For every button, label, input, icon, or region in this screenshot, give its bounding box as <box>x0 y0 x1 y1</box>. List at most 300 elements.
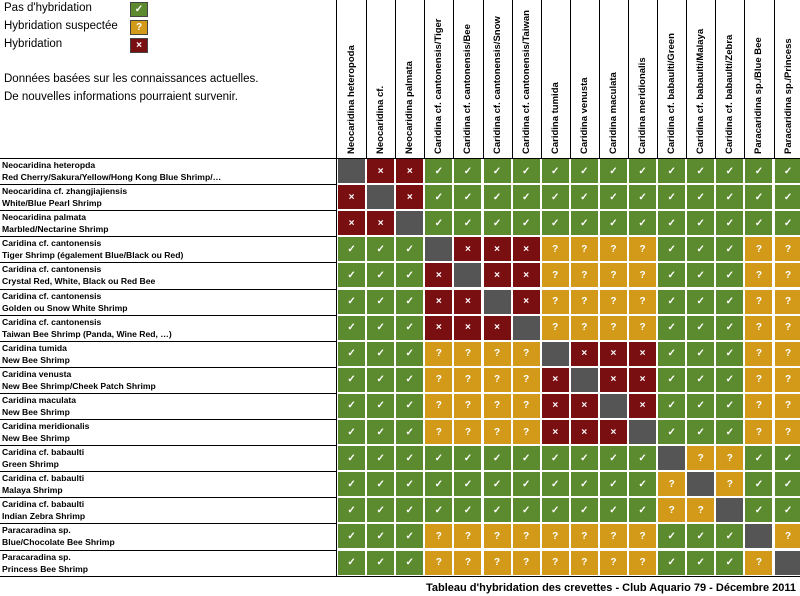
cell-no-hybridation: ✓ <box>366 393 395 419</box>
row-label <box>2 263 333 287</box>
cell-no-hybridation: ✓ <box>715 289 744 315</box>
row-label-common-name: Taiwan Bee Shrimp (Panda, Wine Red, …) <box>2 328 172 339</box>
row-label-common-name: New Bee Shrimp <box>2 433 70 443</box>
cell-no-hybridation: ✓ <box>512 497 541 523</box>
legend-suspected-label: Hybridation suspectée <box>4 20 118 32</box>
cell-no-hybridation: ✓ <box>657 158 686 184</box>
cell-no-hybridation: ✓ <box>366 341 395 367</box>
cell-no-hybridation: ✓ <box>541 210 570 236</box>
cell-no-hybridation: ✓ <box>715 158 744 184</box>
row-divider <box>0 550 337 551</box>
cell-no-hybridation: ✓ <box>774 210 800 236</box>
cell-no-hybridation: ✓ <box>395 497 424 523</box>
row-divider <box>0 262 337 263</box>
cell-no-hybridation: ✓ <box>686 550 715 576</box>
cell-self <box>424 236 453 262</box>
cell-no-hybridation: ✓ <box>657 184 686 210</box>
cell-suspected: ? <box>541 236 570 262</box>
legend-none-label: Pas d'hybridation <box>4 2 92 14</box>
cell-suspected: ? <box>774 523 800 549</box>
cell-no-hybridation: ✓ <box>715 367 744 393</box>
row-label <box>2 342 333 366</box>
cell-suspected: ? <box>453 523 482 549</box>
cell-suspected: ? <box>512 393 541 419</box>
cell-self <box>570 367 599 393</box>
cell-hybridation: × <box>628 367 657 393</box>
cell-no-hybridation: ✓ <box>453 158 482 184</box>
cell-suspected: ? <box>599 550 628 576</box>
row-label <box>2 524 333 548</box>
cell-no-hybridation: ✓ <box>483 184 512 210</box>
cell-suspected: ? <box>686 497 715 523</box>
cell-suspected: ? <box>715 445 744 471</box>
cell-no-hybridation: ✓ <box>774 445 800 471</box>
row-divider <box>0 419 337 420</box>
column-header: Caridina venusta <box>578 77 590 154</box>
cell-suspected: ? <box>424 523 453 549</box>
cell-self <box>512 315 541 341</box>
row-label <box>2 446 333 470</box>
cell-no-hybridation: ✓ <box>512 184 541 210</box>
row-label <box>2 185 333 209</box>
cell-no-hybridation: ✓ <box>366 419 395 445</box>
row-divider <box>0 367 337 368</box>
column-header: Paracaridina sp./Blue Bee <box>753 37 765 154</box>
row-label-name: Caridina meridionalis <box>2 421 90 431</box>
cell-suspected: ? <box>541 262 570 288</box>
cell-no-hybridation: ✓ <box>657 236 686 262</box>
column-header: Caridina cf. cantonensis/Snow <box>491 16 503 154</box>
cell-no-hybridation: ✓ <box>424 158 453 184</box>
column-divider <box>686 0 687 158</box>
cell-no-hybridation: ✓ <box>366 497 395 523</box>
cell-suspected: ? <box>744 367 773 393</box>
cell-hybridation: × <box>628 393 657 419</box>
cell-no-hybridation: ✓ <box>453 445 482 471</box>
column-header: Neocaridina heteropoda <box>346 45 357 154</box>
column-header: Caridina cf. babaulti/Green <box>666 33 678 154</box>
cell-suspected: ? <box>657 471 686 497</box>
cell-suspected: ? <box>570 550 599 576</box>
cell-no-hybridation: ✓ <box>715 315 744 341</box>
cell-suspected: ? <box>483 523 512 549</box>
cell-no-hybridation: ✓ <box>395 341 424 367</box>
column-divider <box>657 0 658 158</box>
cell-no-hybridation: ✓ <box>599 210 628 236</box>
cell-no-hybridation: ✓ <box>715 210 744 236</box>
cell-self <box>541 341 570 367</box>
row-label-name: Neocaridina cf. zhangjiajiensis <box>2 186 128 197</box>
cell-hybridation: × <box>512 262 541 288</box>
cell-suspected: ? <box>541 315 570 341</box>
cell-no-hybridation: ✓ <box>715 523 744 549</box>
cell-suspected: ? <box>570 262 599 288</box>
cell-no-hybridation: ✓ <box>337 236 366 262</box>
column-header: Caridina cf. babaulti/Malaya <box>695 28 707 154</box>
row-label <box>2 290 333 314</box>
cell-no-hybridation: ✓ <box>366 523 395 549</box>
cell-no-hybridation: ✓ <box>424 497 453 523</box>
row-label <box>2 498 333 522</box>
cell-hybridation: × <box>599 419 628 445</box>
cell-hybridation: × <box>512 289 541 315</box>
cell-suspected: ? <box>424 367 453 393</box>
cell-no-hybridation: ✓ <box>686 236 715 262</box>
cell-hybridation: × <box>599 341 628 367</box>
column-divider <box>366 0 367 158</box>
column-header: Neocaridina cf. <box>375 85 387 154</box>
row-label <box>2 237 333 261</box>
column-divider <box>512 0 513 158</box>
cell-no-hybridation: ✓ <box>570 210 599 236</box>
label-column-border <box>336 0 337 576</box>
row-label-name: Caridina cf. babaulti <box>2 473 85 484</box>
column-divider <box>774 0 775 158</box>
cell-self <box>395 210 424 236</box>
cell-suspected: ? <box>628 550 657 576</box>
cell-suspected: ? <box>453 419 482 445</box>
cell-hybridation: × <box>483 262 512 288</box>
cell-suspected: ? <box>453 393 482 419</box>
cell-suspected: ? <box>774 236 800 262</box>
cell-no-hybridation: ✓ <box>657 315 686 341</box>
row-label-common-name: Golden ou Snow White Shrimp <box>2 302 128 313</box>
cell-no-hybridation: ✓ <box>512 210 541 236</box>
row-label <box>2 159 333 183</box>
row-label-name: Caridina cf. cantonensis <box>2 290 102 301</box>
row-divider <box>0 315 337 316</box>
cell-suspected: ? <box>512 523 541 549</box>
cell-no-hybridation: ✓ <box>657 289 686 315</box>
cell-hybridation: × <box>453 289 482 315</box>
cell-suspected: ? <box>541 289 570 315</box>
cell-no-hybridation: ✓ <box>337 497 366 523</box>
cell-hybridation: × <box>570 393 599 419</box>
cell-no-hybridation: ✓ <box>366 262 395 288</box>
row-label-common-name: New Bee Shrimp <box>2 406 70 417</box>
cell-self <box>657 445 686 471</box>
cell-self <box>628 419 657 445</box>
cell-no-hybridation: ✓ <box>395 236 424 262</box>
cell-hybridation: × <box>424 315 453 341</box>
column-divider <box>424 0 425 158</box>
row-label-name: Caridina cf. cantonensis <box>2 264 102 275</box>
cell-hybridation: × <box>483 236 512 262</box>
cell-suspected: ? <box>774 367 800 393</box>
row-label-name: Paracaradina sp. <box>2 525 71 536</box>
cell-no-hybridation: ✓ <box>337 262 366 288</box>
column-divider <box>453 0 454 158</box>
cell-no-hybridation: ✓ <box>541 497 570 523</box>
cell-hybridation: × <box>337 184 366 210</box>
table-bottom-border <box>0 576 800 577</box>
column-divider <box>715 0 716 158</box>
legend-suspected-swatch: ? <box>130 20 148 35</box>
cell-suspected: ? <box>774 289 800 315</box>
cell-suspected: ? <box>744 419 773 445</box>
column-divider <box>599 0 600 158</box>
cell-no-hybridation: ✓ <box>715 236 744 262</box>
cell-suspected: ? <box>628 523 657 549</box>
cell-no-hybridation: ✓ <box>395 445 424 471</box>
cell-self <box>483 289 512 315</box>
cell-suspected: ? <box>744 341 773 367</box>
cell-no-hybridation: ✓ <box>570 497 599 523</box>
cell-no-hybridation: ✓ <box>337 367 366 393</box>
cell-no-hybridation: ✓ <box>715 262 744 288</box>
cell-no-hybridation: ✓ <box>337 341 366 367</box>
cell-no-hybridation: ✓ <box>541 445 570 471</box>
cell-no-hybridation: ✓ <box>744 471 773 497</box>
cell-hybridation: × <box>453 315 482 341</box>
row-label-common-name: Green Shrimp <box>2 459 59 470</box>
legend-hybrid-swatch: × <box>130 38 148 53</box>
row-label-name: Neocaridina heteropda <box>2 160 96 170</box>
cell-suspected: ? <box>774 315 800 341</box>
column-divider <box>628 0 629 158</box>
cell-no-hybridation: ✓ <box>686 419 715 445</box>
cell-suspected: ? <box>774 262 800 288</box>
row-divider <box>0 523 337 524</box>
cell-no-hybridation: ✓ <box>395 315 424 341</box>
cell-hybridation: × <box>366 210 395 236</box>
cell-suspected: ? <box>774 393 800 419</box>
cell-no-hybridation: ✓ <box>774 158 800 184</box>
cell-suspected: ? <box>483 367 512 393</box>
cell-no-hybridation: ✓ <box>570 184 599 210</box>
cell-no-hybridation: ✓ <box>744 497 773 523</box>
row-label <box>2 368 333 392</box>
column-header: Caridina maculata <box>607 72 619 154</box>
cell-no-hybridation: ✓ <box>337 289 366 315</box>
cell-no-hybridation: ✓ <box>366 367 395 393</box>
cell-no-hybridation: ✓ <box>744 210 773 236</box>
cell-no-hybridation: ✓ <box>512 445 541 471</box>
cell-no-hybridation: ✓ <box>686 289 715 315</box>
cell-suspected: ? <box>424 341 453 367</box>
cell-no-hybridation: ✓ <box>657 523 686 549</box>
cell-no-hybridation: ✓ <box>512 158 541 184</box>
cell-no-hybridation: ✓ <box>366 471 395 497</box>
cell-no-hybridation: ✓ <box>453 210 482 236</box>
cell-suspected: ? <box>774 341 800 367</box>
legend <box>0 0 336 156</box>
column-divider <box>744 0 745 158</box>
row-label-common-name: Tiger Shrimp (également Blue/Black ou Red) <box>2 250 184 261</box>
cell-no-hybridation: ✓ <box>453 471 482 497</box>
cell-suspected: ? <box>744 289 773 315</box>
cell-no-hybridation: ✓ <box>512 471 541 497</box>
cell-no-hybridation: ✓ <box>337 393 366 419</box>
legend-hybrid-label: Hybridation <box>4 38 63 50</box>
cell-suspected: ? <box>453 341 482 367</box>
cell-no-hybridation: ✓ <box>337 550 366 576</box>
cell-no-hybridation: ✓ <box>715 393 744 419</box>
cell-hybridation: × <box>541 419 570 445</box>
column-divider <box>395 0 396 158</box>
cell-no-hybridation: ✓ <box>686 262 715 288</box>
row-label-name: Neocaridina palmata <box>2 212 87 223</box>
cell-no-hybridation: ✓ <box>483 471 512 497</box>
cell-no-hybridation: ✓ <box>628 184 657 210</box>
row-label-common-name: New Bee Shrimp <box>2 354 70 365</box>
cell-suspected: ? <box>424 419 453 445</box>
cell-no-hybridation: ✓ <box>337 315 366 341</box>
column-header: Caridina cf. babaulti/Zebra <box>724 34 736 154</box>
row-divider <box>0 236 337 237</box>
cell-suspected: ? <box>512 550 541 576</box>
cell-suspected: ? <box>744 262 773 288</box>
cell-hybridation: × <box>395 184 424 210</box>
cell-hybridation: × <box>483 315 512 341</box>
row-label-name: Paracaradina sp. <box>2 551 71 562</box>
row-label-common-name: Blue/Chocolate Bee Shrimp <box>2 537 115 548</box>
cell-no-hybridation: ✓ <box>599 445 628 471</box>
cell-suspected: ? <box>424 550 453 576</box>
cell-hybridation: × <box>337 210 366 236</box>
row-label-name: Caridina cf. babaulti <box>2 447 85 458</box>
cell-no-hybridation: ✓ <box>657 210 686 236</box>
row-divider <box>0 210 337 211</box>
cell-no-hybridation: ✓ <box>657 393 686 419</box>
cell-no-hybridation: ✓ <box>628 445 657 471</box>
column-header: Caridina cf. cantonensis/Bee <box>462 24 474 154</box>
cell-suspected: ? <box>424 393 453 419</box>
cell-suspected: ? <box>686 445 715 471</box>
row-label-name: Caridina cf. babaulti <box>2 499 85 510</box>
cell-suspected: ? <box>570 315 599 341</box>
cell-no-hybridation: ✓ <box>774 497 800 523</box>
cell-no-hybridation: ✓ <box>483 497 512 523</box>
column-header: Caridina cf. cantonensis/Taiwan <box>520 10 532 154</box>
cell-suspected: ? <box>512 341 541 367</box>
cell-no-hybridation: ✓ <box>395 523 424 549</box>
cell-no-hybridation: ✓ <box>395 289 424 315</box>
column-header: Neocaridina palmata <box>404 61 416 154</box>
legend-note-line1: Données basées sur les connaissances actuelles. <box>4 73 259 85</box>
cell-suspected: ? <box>570 289 599 315</box>
cell-self <box>715 497 744 523</box>
column-header: Caridina meridionalis <box>637 57 648 154</box>
cell-hybridation: × <box>541 367 570 393</box>
row-divider <box>0 471 337 472</box>
cell-suspected: ? <box>512 419 541 445</box>
cell-no-hybridation: ✓ <box>686 393 715 419</box>
cell-hybridation: × <box>512 236 541 262</box>
row-divider <box>0 341 337 342</box>
cell-no-hybridation: ✓ <box>366 236 395 262</box>
cell-no-hybridation: ✓ <box>686 341 715 367</box>
cell-suspected: ? <box>483 550 512 576</box>
cell-hybridation: × <box>628 341 657 367</box>
cell-no-hybridation: ✓ <box>366 550 395 576</box>
row-divider <box>0 184 337 185</box>
row-divider <box>0 445 337 446</box>
cell-suspected: ? <box>453 550 482 576</box>
cell-no-hybridation: ✓ <box>657 419 686 445</box>
cell-no-hybridation: ✓ <box>366 315 395 341</box>
cell-no-hybridation: ✓ <box>715 550 744 576</box>
cell-self <box>744 523 773 549</box>
cell-no-hybridation: ✓ <box>628 158 657 184</box>
column-header: Caridina tumida <box>549 82 561 154</box>
row-label-common-name: New Bee Shrimp/Cheek Patch Shrimp <box>2 380 156 391</box>
cell-no-hybridation: ✓ <box>570 471 599 497</box>
row-label-common-name: Indian Zebra Shrimp <box>2 511 86 522</box>
cell-suspected: ? <box>599 289 628 315</box>
cell-suspected: ? <box>483 419 512 445</box>
cell-no-hybridation: ✓ <box>395 367 424 393</box>
cell-no-hybridation: ✓ <box>657 341 686 367</box>
row-label-name: Caridina cf. cantonensis <box>2 238 102 249</box>
cell-hybridation: × <box>570 341 599 367</box>
row-label <box>2 316 333 340</box>
row-label-name: Caridina venusta <box>2 368 72 379</box>
cell-no-hybridation: ✓ <box>483 210 512 236</box>
row-label-name: Caridina tumida <box>2 342 67 353</box>
cell-no-hybridation: ✓ <box>686 184 715 210</box>
cell-no-hybridation: ✓ <box>599 497 628 523</box>
cell-suspected: ? <box>483 393 512 419</box>
cell-no-hybridation: ✓ <box>453 184 482 210</box>
cell-no-hybridation: ✓ <box>366 289 395 315</box>
cell-no-hybridation: ✓ <box>395 393 424 419</box>
cell-hybridation: × <box>366 158 395 184</box>
cell-no-hybridation: ✓ <box>657 367 686 393</box>
cell-suspected: ? <box>744 393 773 419</box>
cell-self <box>774 550 800 576</box>
cell-no-hybridation: ✓ <box>744 184 773 210</box>
cell-no-hybridation: ✓ <box>628 210 657 236</box>
cell-no-hybridation: ✓ <box>715 341 744 367</box>
cell-no-hybridation: ✓ <box>774 471 800 497</box>
row-label-common-name: Marbled/Nectarine Shrimp <box>2 224 109 235</box>
cell-no-hybridation: ✓ <box>424 445 453 471</box>
table-caption: Tableau d'hybridation des crevettes - Club Aquario 79 - Décembre 2011 <box>425 582 796 594</box>
column-header: Paracaridina sp./Princess <box>782 38 794 154</box>
column-divider <box>483 0 484 158</box>
cell-no-hybridation: ✓ <box>541 471 570 497</box>
cell-no-hybridation: ✓ <box>686 367 715 393</box>
cell-no-hybridation: ✓ <box>483 158 512 184</box>
cell-no-hybridation: ✓ <box>657 550 686 576</box>
row-label-common-name: Red Cherry/Sakura/Yellow/Hong Kong Blue Shrimp/… <box>2 172 222 182</box>
legend-none-swatch: ✓ <box>130 2 148 17</box>
cell-no-hybridation: ✓ <box>570 445 599 471</box>
cell-suspected: ? <box>628 315 657 341</box>
cell-suspected: ? <box>744 315 773 341</box>
cell-suspected: ? <box>628 236 657 262</box>
cell-hybridation: × <box>453 236 482 262</box>
cell-hybridation: × <box>570 419 599 445</box>
row-label-common-name: White/Blue Pearl Shrimp <box>2 198 102 209</box>
cell-no-hybridation: ✓ <box>628 497 657 523</box>
cell-suspected: ? <box>628 262 657 288</box>
row-label <box>2 472 333 496</box>
row-label <box>2 211 333 235</box>
cell-no-hybridation: ✓ <box>715 184 744 210</box>
cell-no-hybridation: ✓ <box>541 184 570 210</box>
cell-suspected: ? <box>599 262 628 288</box>
cell-no-hybridation: ✓ <box>686 523 715 549</box>
cell-no-hybridation: ✓ <box>366 445 395 471</box>
cell-no-hybridation: ✓ <box>424 210 453 236</box>
cell-no-hybridation: ✓ <box>715 419 744 445</box>
cell-suspected: ? <box>599 236 628 262</box>
cell-suspected: ? <box>628 289 657 315</box>
cell-no-hybridation: ✓ <box>395 471 424 497</box>
cell-no-hybridation: ✓ <box>337 471 366 497</box>
